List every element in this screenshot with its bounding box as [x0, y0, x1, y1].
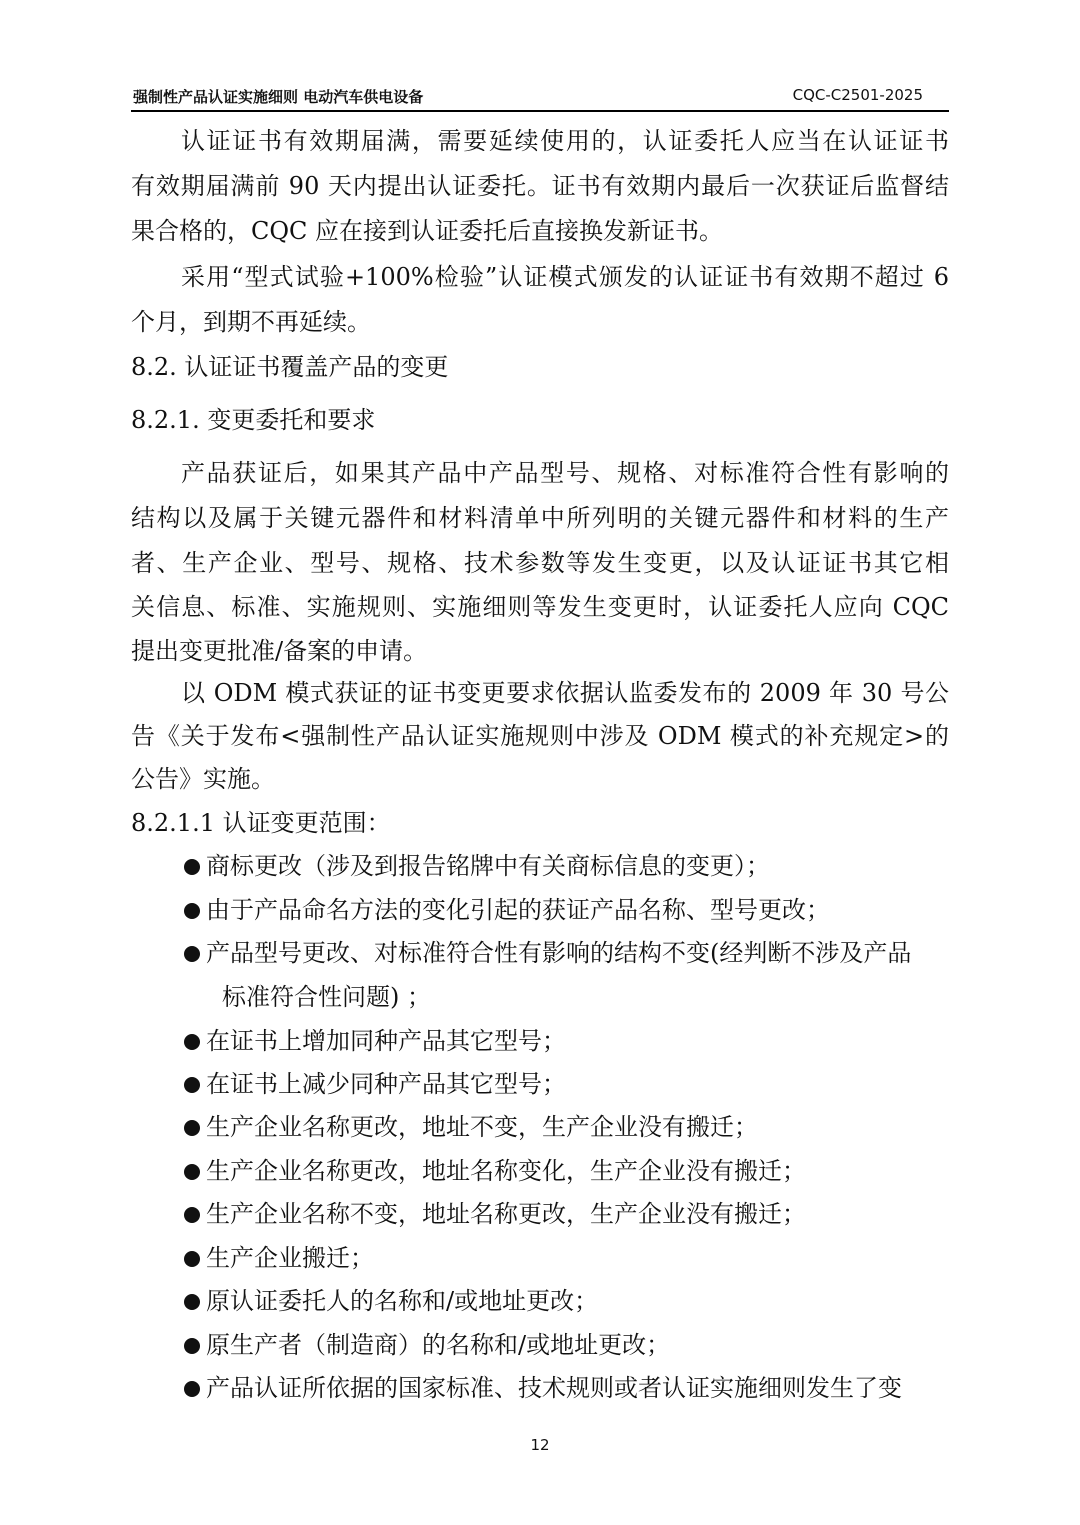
bullet-icon — [184, 859, 200, 875]
paragraph-line: 有效期届满前 90 天内提出认证委托。证书有效期内最后一次获证后监督结 — [131, 172, 949, 200]
paragraph-line: 告《关于发布<强制性产品认证实施规则中涉及 ODM 模式的补充规定>的 — [131, 722, 949, 750]
page-number: 12 — [530, 1436, 550, 1454]
bullet-icon — [184, 1381, 200, 1397]
paragraph-line: 个月，到期不再延续。 — [131, 308, 371, 336]
list-item: 在证书上增加同种产品其它型号； — [178, 1026, 949, 1056]
list-item: 产品认证所依据的国家标准、技术规则或者认证实施细则发生了变 — [178, 1373, 949, 1403]
section-heading-8-2: 8.2. 认证证书覆盖产品的变更 — [131, 353, 449, 381]
bullet-icon — [184, 1164, 200, 1180]
section-heading-8-2-1: 8.2.1. 变更委托和要求 — [131, 406, 376, 434]
list-item: 生产企业搬迁； — [178, 1243, 949, 1273]
list-item: 生产企业名称更改，地址名称变化，生产企业没有搬迁； — [178, 1156, 949, 1186]
paragraph-line: 提出变更批准/备案的申请。 — [131, 637, 428, 665]
paragraph-line: 果合格的，CQC 应在接到认证委托后直接换发新证书。 — [131, 217, 724, 245]
bullet-icon — [184, 1077, 200, 1093]
header-code: CQC-C2501-2025 — [792, 86, 923, 104]
paragraph-line: 产品获证后，如果其产品中产品型号、规格、对标准符合性有影响的 — [181, 459, 949, 487]
list-item: 在证书上减少同种产品其它型号； — [178, 1069, 949, 1099]
bullet-icon — [184, 1338, 200, 1354]
paragraph-line: 结构以及属于关键元器件和材料清单中所列明的关键元器件和材料的生产 — [131, 504, 949, 532]
paragraph-line: 者、生产企业、型号、规格、技术参数等发生变更，以及认证证书其它相 — [131, 549, 949, 577]
paragraph-line: 采用“型式试验+100%检验”认证模式颁发的认证证书有效期不超过 6 — [181, 263, 949, 291]
bullet-icon — [184, 1251, 200, 1267]
list-item: 生产企业名称不变，地址名称更改，生产企业没有搬迁； — [178, 1199, 949, 1229]
header-title: 强制性产品认证实施细则 电动汽车供电设备 — [133, 88, 424, 106]
list-item-continuation: 标准符合性问题) ； — [222, 983, 431, 1011]
list-item: 产品型号更改、对标准符合性有影响的结构不变(经判断不涉及产品 — [178, 938, 949, 968]
bullet-icon — [184, 946, 200, 962]
section-heading-8-2-1-1: 8.2.1.1 认证变更范围： — [131, 809, 391, 837]
page-header — [131, 84, 949, 112]
paragraph-line: 认证证书有效期届满，需要延续使用的，认证委托人应当在认证证书 — [181, 127, 949, 155]
list-item: 生产企业名称更改，地址不变，生产企业没有搬迁； — [178, 1112, 949, 1142]
bullet-icon — [184, 1294, 200, 1310]
bullet-icon — [184, 903, 200, 919]
list-item: 原生产者（制造商）的名称和/或地址更改； — [178, 1330, 949, 1360]
list-item: 由于产品命名方法的变化引起的获证产品名称、型号更改； — [178, 895, 949, 925]
list-item: 原认证委托人的名称和/或地址更改； — [178, 1286, 949, 1316]
paragraph-line: 关信息、标准、实施规则、实施细则等发生变更时，认证委托人应向 CQC — [131, 593, 949, 621]
bullet-icon — [184, 1207, 200, 1223]
list-item: 商标更改（涉及到报告铭牌中有关商标信息的变更）； — [178, 851, 949, 881]
paragraph-line: 以 ODM 模式获证的证书变更要求依据认监委发布的 2009 年 30 号公 — [181, 679, 949, 707]
bullet-icon — [184, 1120, 200, 1136]
paragraph-line: 公告》实施。 — [131, 765, 275, 793]
bullet-icon — [184, 1034, 200, 1050]
